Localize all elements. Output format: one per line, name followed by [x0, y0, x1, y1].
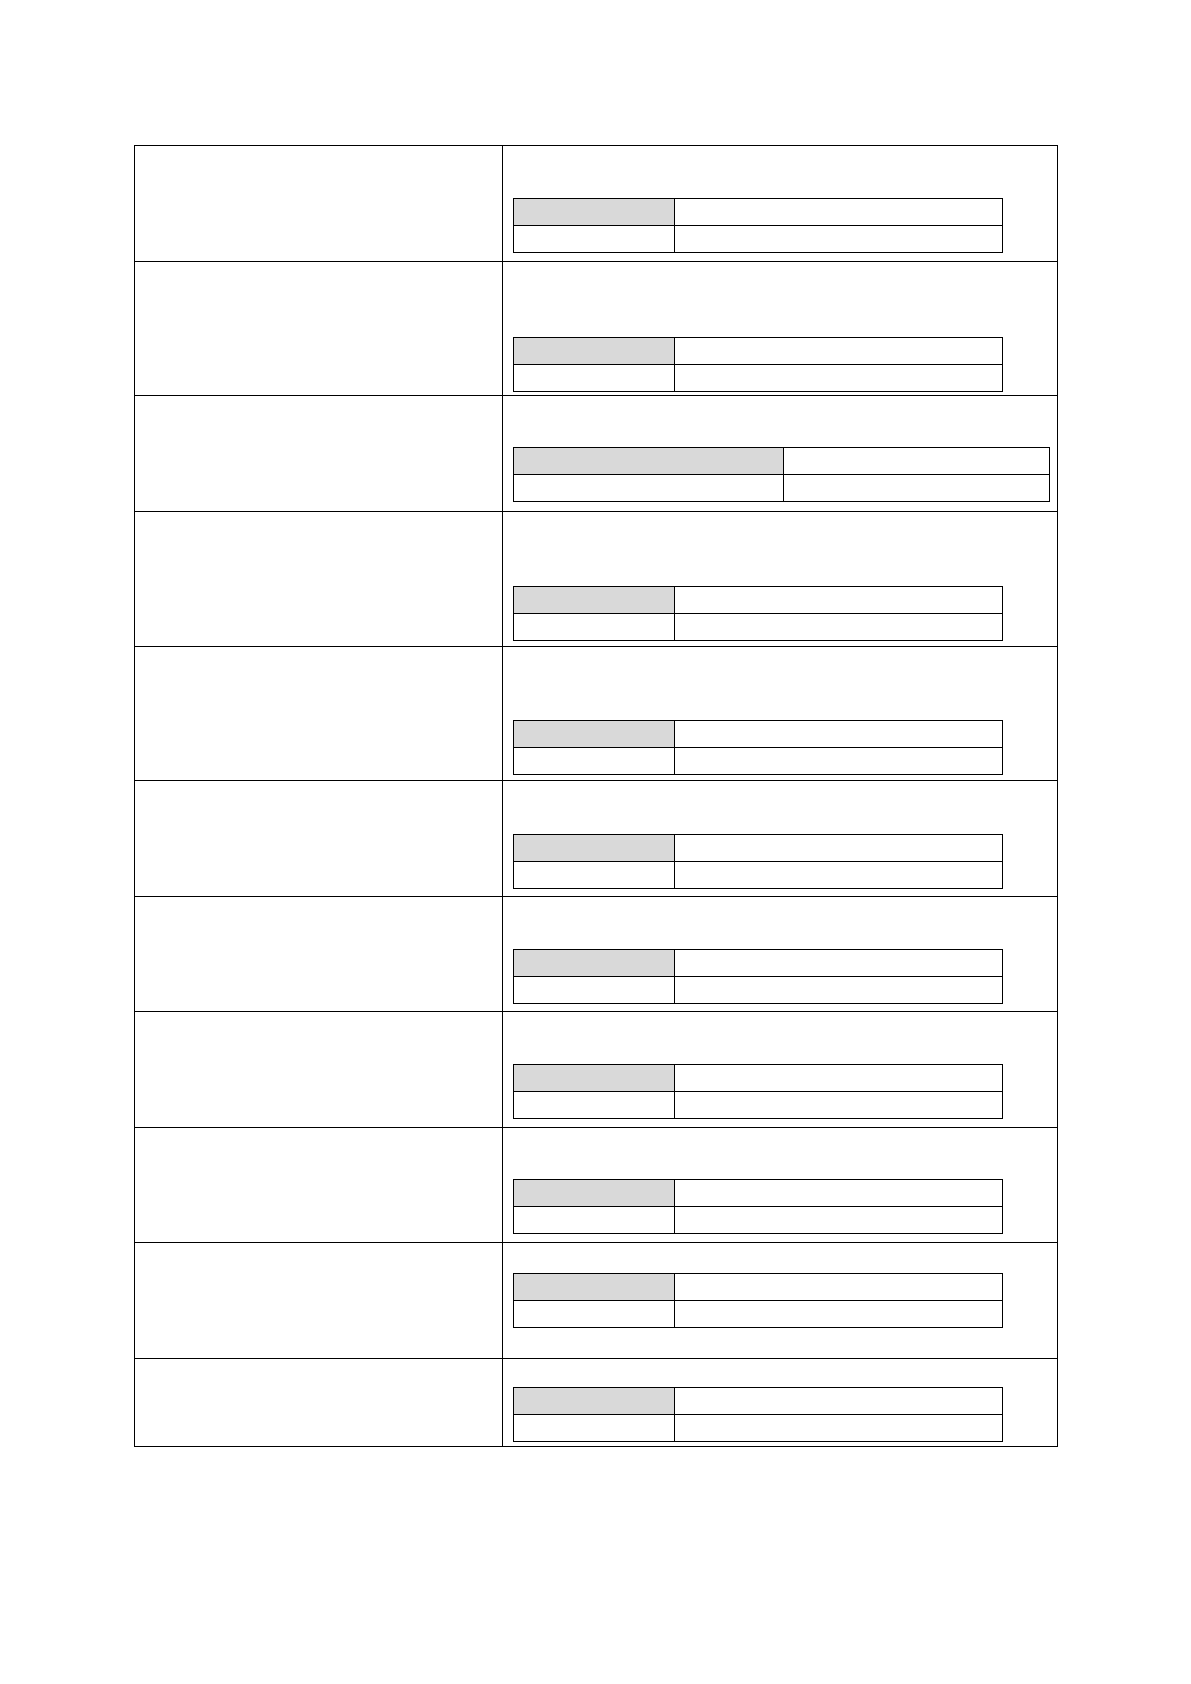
row-divider	[134, 1242, 1058, 1243]
shaded-label-cell	[514, 448, 784, 475]
input-table	[513, 1064, 1003, 1119]
input-cell[interactable]	[675, 338, 1003, 365]
input-cell[interactable]	[675, 1388, 1003, 1415]
input-table-row	[514, 226, 1003, 253]
input-cell[interactable]	[675, 614, 1003, 641]
input-cell[interactable]	[675, 1207, 1003, 1234]
input-cell[interactable]	[675, 1180, 1003, 1207]
shaded-label-cell	[514, 1274, 675, 1301]
input-cell[interactable]	[514, 748, 675, 775]
input-table	[513, 586, 1003, 641]
input-cell[interactable]	[675, 1301, 1003, 1328]
input-table	[513, 949, 1003, 1004]
input-table-row	[514, 1180, 1003, 1207]
input-cell[interactable]	[675, 721, 1003, 748]
input-table	[513, 447, 1050, 502]
input-cell[interactable]	[784, 475, 1050, 502]
input-cell[interactable]	[514, 226, 675, 253]
input-cell[interactable]	[675, 950, 1003, 977]
input-cell[interactable]	[514, 1415, 675, 1442]
input-cell[interactable]	[675, 1415, 1003, 1442]
input-table-row	[514, 1301, 1003, 1328]
input-cell[interactable]	[514, 365, 675, 392]
input-table	[513, 1387, 1003, 1442]
input-table-row	[514, 587, 1003, 614]
input-table-row	[514, 365, 1003, 392]
input-table-row	[514, 1415, 1003, 1442]
input-cell[interactable]	[675, 1274, 1003, 1301]
input-table	[513, 1179, 1003, 1234]
input-table-row	[514, 748, 1003, 775]
input-table	[513, 720, 1003, 775]
shaded-label-cell	[514, 1180, 675, 1207]
input-table-row	[514, 614, 1003, 641]
input-cell[interactable]	[514, 475, 784, 502]
shaded-label-cell	[514, 721, 675, 748]
input-cell[interactable]	[675, 1092, 1003, 1119]
shaded-label-cell	[514, 199, 675, 226]
input-table-row	[514, 199, 1003, 226]
input-cell[interactable]	[514, 977, 675, 1004]
input-cell[interactable]	[675, 226, 1003, 253]
input-cell[interactable]	[514, 614, 675, 641]
row-divider	[134, 395, 1058, 396]
input-table-row	[514, 475, 1050, 502]
input-table-row	[514, 977, 1003, 1004]
input-table-row	[514, 835, 1003, 862]
input-table	[513, 337, 1003, 392]
input-cell[interactable]	[675, 199, 1003, 226]
input-cell[interactable]	[675, 977, 1003, 1004]
row-divider	[134, 1011, 1058, 1012]
input-cell[interactable]	[784, 448, 1050, 475]
input-table-row	[514, 721, 1003, 748]
input-table-row	[514, 862, 1003, 889]
shaded-label-cell	[514, 1388, 675, 1415]
shaded-label-cell	[514, 1065, 675, 1092]
input-cell[interactable]	[514, 862, 675, 889]
input-table-row	[514, 338, 1003, 365]
input-table-row	[514, 950, 1003, 977]
input-table	[513, 834, 1003, 889]
shaded-label-cell	[514, 338, 675, 365]
row-divider	[134, 780, 1058, 781]
shaded-label-cell	[514, 950, 675, 977]
row-divider	[134, 261, 1058, 262]
row-divider	[134, 896, 1058, 897]
input-table-row	[514, 1388, 1003, 1415]
input-cell[interactable]	[514, 1092, 675, 1119]
shaded-label-cell	[514, 587, 675, 614]
input-cell[interactable]	[675, 835, 1003, 862]
input-table-row	[514, 448, 1050, 475]
row-divider	[134, 646, 1058, 647]
input-cell[interactable]	[514, 1207, 675, 1234]
input-cell[interactable]	[675, 748, 1003, 775]
input-cell[interactable]	[514, 1301, 675, 1328]
column-divider	[502, 145, 503, 1447]
input-cell[interactable]	[675, 587, 1003, 614]
input-table-row	[514, 1092, 1003, 1119]
input-table-row	[514, 1207, 1003, 1234]
input-table-row	[514, 1065, 1003, 1092]
shaded-label-cell	[514, 835, 675, 862]
input-table-row	[514, 1274, 1003, 1301]
input-table	[513, 198, 1003, 253]
input-cell[interactable]	[675, 862, 1003, 889]
input-cell[interactable]	[675, 1065, 1003, 1092]
row-divider	[134, 511, 1058, 512]
input-table	[513, 1273, 1003, 1328]
row-divider	[134, 1127, 1058, 1128]
row-divider	[134, 1358, 1058, 1359]
input-cell[interactable]	[675, 365, 1003, 392]
